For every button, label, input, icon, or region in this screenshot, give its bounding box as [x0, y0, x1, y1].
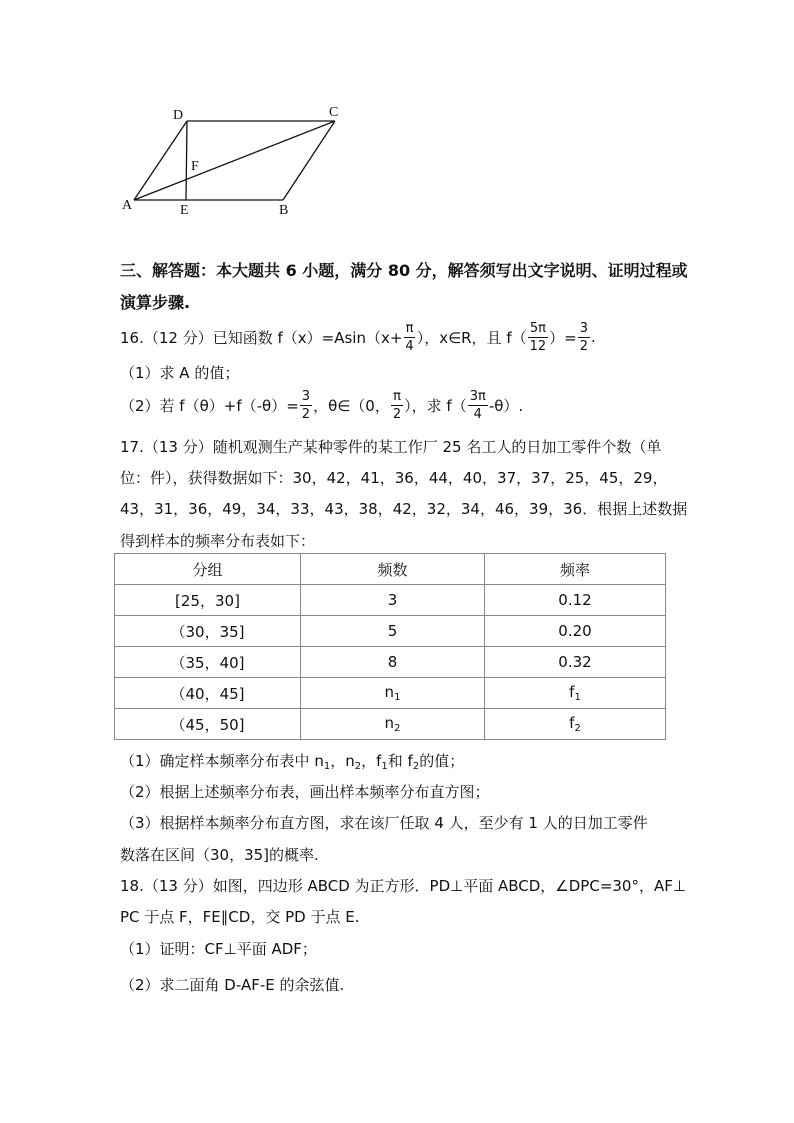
section-title-line1: 三、解答题：本大题共 6 小题，满分 80 分，解答须写出文字说明、证明过程或	[120, 261, 688, 280]
label-D: D	[173, 108, 184, 123]
q18-line2: PC 于点 F，FE∥CD，交 PD 于点 E.	[120, 908, 360, 926]
table-header-row	[115, 554, 666, 585]
cell-frequency: $f_2$	[485, 709, 666, 740]
edge-BC	[283, 121, 335, 200]
q17-line4: 得到样本的频率分布表如下：	[120, 532, 316, 550]
q16-stem: 16.（12 分）已知函数 f（x）=Asin（x+ $\frac{\pi}{4}$ ），x∈R，且 f（ $\frac{5\pi}{12}$ ）= $\frac{3}{2}$ .	[120, 320, 596, 354]
table-row	[115, 678, 666, 709]
diagonal-AC	[134, 121, 335, 200]
cell-frequency: 0.12	[485, 585, 666, 616]
table-row	[115, 616, 666, 647]
q16-sub1: （1）求 A 的值；	[120, 364, 240, 382]
frequency-table	[114, 553, 666, 740]
parallelogram-figure	[110, 100, 360, 225]
cell-count: $n_2$	[301, 709, 485, 740]
q17-line1: 17.（13 分）随机观测生产某种零件的某工作厂 25 名工人的日加工零件个数（单	[120, 438, 662, 456]
edge-DA	[134, 121, 187, 200]
label-C: C	[329, 105, 339, 120]
table-row	[115, 585, 666, 616]
q17-sub1: （1）确定样本频率分布表中 $n_1$，$n_2$，$f_1$和 $f_2$的值；	[120, 752, 465, 772]
label-E: E	[180, 203, 189, 218]
cell-count: 5	[301, 616, 485, 647]
header-frequency: 频率	[485, 554, 666, 585]
q17-line2: 位：件），获得数据如下：30，42，41，36，44，40，37，37，25，45，29，	[120, 469, 668, 487]
q18-sub1: （1）证明：CF⊥平面 ADF；	[120, 940, 317, 958]
q18-line1: 18.（13 分）如图，四边形 ABCD 为正方形．PD⊥平面 ABCD，∠DPC=30°，AF⊥	[120, 877, 686, 895]
section-title-line2: 演算步骤.	[120, 293, 191, 312]
q17-line3: 43，31，36，49，34，33，43，38，42，32，34，46，39，36．根据上述数据	[120, 500, 688, 518]
cell-group: （40，45]	[115, 678, 301, 709]
cell-group: （45，50]	[115, 709, 301, 740]
cell-frequency: 0.32	[485, 647, 666, 678]
q18-sub2: （2）求二面角 D-AF-E 的余弦值.	[120, 976, 345, 994]
q17-sub3-line2: 数落在区间（30，35]的概率.	[120, 846, 319, 864]
cell-group: （30，35]	[115, 616, 301, 647]
q17-sub3-line1: （3）根据样本频率分布直方图，求在该厂任取 4 人，至少有 1 人的日加工零件	[120, 814, 648, 832]
cell-group: [25，30]	[115, 585, 301, 616]
label-B: B	[279, 203, 289, 218]
q16-sub2: （2）若 f（θ）+f（-θ）= $\frac{3}{2}$ ，θ∈（0， $\frac{\pi}{2}$ ），求 f（ $\frac{3\pi}{4}$ -θ）.	[120, 388, 524, 422]
cell-count: 8	[301, 647, 485, 678]
cell-count: 3	[301, 585, 485, 616]
q17-sub2: （2）根据上述频率分布表，画出样本频率分布直方图；	[120, 783, 490, 801]
cell-count: $n_1$	[301, 678, 485, 709]
cell-frequency: $f_1$	[485, 678, 666, 709]
header-group: 分组	[115, 554, 301, 585]
segment-DE	[186, 121, 187, 200]
table-row	[115, 647, 666, 678]
cell-frequency: 0.20	[485, 616, 666, 647]
label-F: F	[191, 159, 199, 174]
cell-group: （35，40]	[115, 647, 301, 678]
label-A: A	[122, 198, 133, 213]
header-count: 频数	[301, 554, 485, 585]
table-row	[115, 709, 666, 740]
